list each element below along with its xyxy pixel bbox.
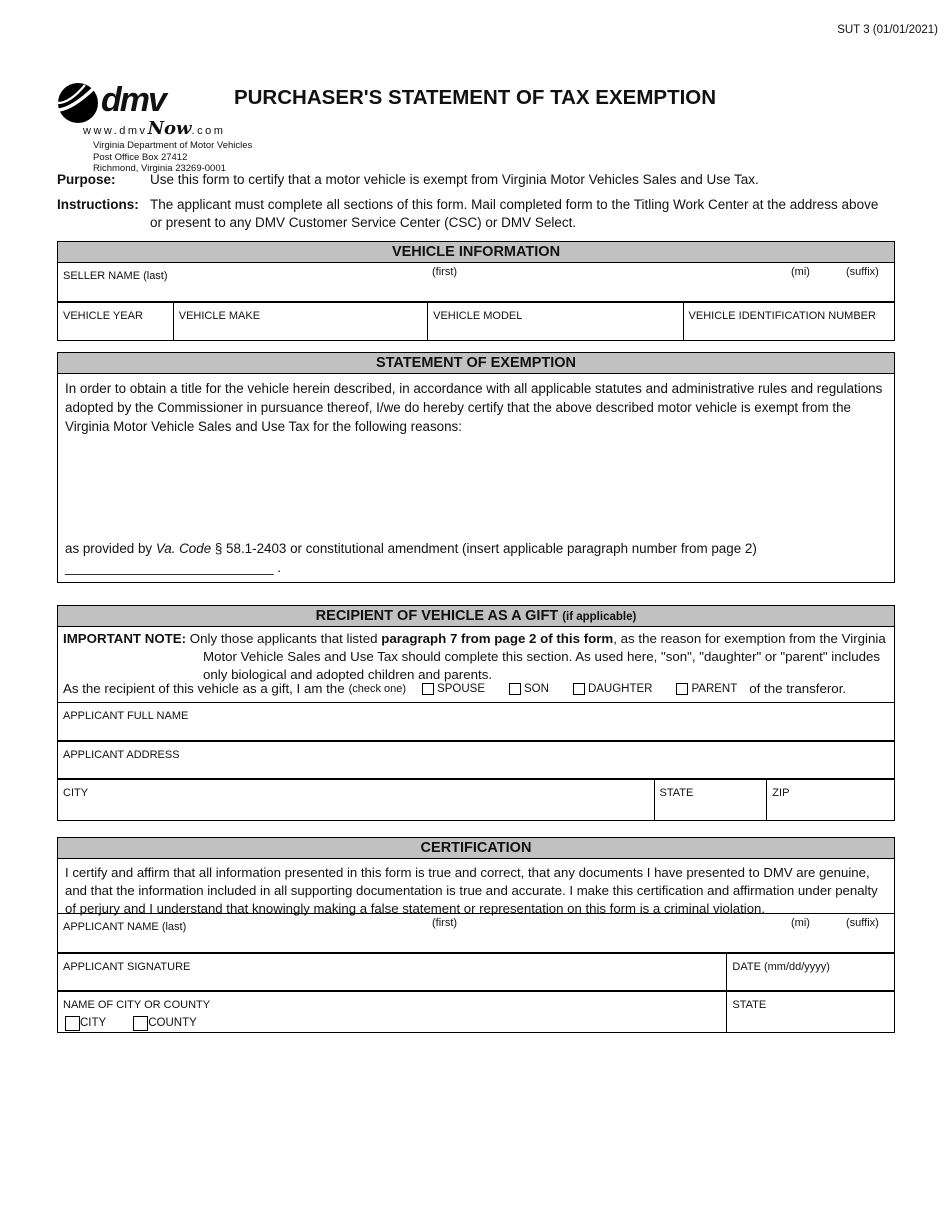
date-label: DATE (mm/dd/yyyy) bbox=[732, 961, 830, 973]
relationship-option-spouse bbox=[422, 683, 485, 696]
dmv-address-line1: Virginia Department of Motor Vehicles bbox=[93, 140, 253, 151]
parent-checkbox[interactable] bbox=[676, 683, 688, 695]
daughter-checkbox[interactable] bbox=[573, 683, 585, 695]
vehicle-year-field[interactable] bbox=[58, 303, 173, 340]
parent-label: PARENT bbox=[691, 682, 738, 695]
provided-by-suffix: § 58.1-2403 or constitutional amendment (insert applicable paragraph number from page 2) bbox=[211, 541, 757, 556]
relationship-option-son bbox=[509, 683, 549, 696]
relationship-option-parent bbox=[676, 683, 737, 696]
form-number: SUT 3 (01/01/2021) bbox=[837, 24, 938, 36]
seller-name-label: SELLER NAME (last) bbox=[63, 270, 168, 282]
applicant-address-label: APPLICANT ADDRESS bbox=[63, 749, 180, 761]
dmv-url-script: Now bbox=[147, 118, 192, 139]
city-checkbox-label: CITY bbox=[80, 1017, 107, 1029]
gift-state-field[interactable] bbox=[654, 780, 767, 820]
city-checkbox[interactable] bbox=[65, 1016, 80, 1031]
dmv-url-prefix: www.dmv bbox=[83, 125, 148, 137]
cert-state-field[interactable] bbox=[726, 992, 894, 1032]
applicant-suffix-label: (suffix) bbox=[846, 917, 879, 929]
instructions-text: The applicant must complete all sections of this form. Mail completed form to the Titling Work Center at the address above or present to any DMV Customer Service Center (CSC) or DMV Select. bbox=[150, 197, 879, 230]
applicant-name-field[interactable] bbox=[58, 913, 894, 952]
dmv-address-line3: Richmond, Virginia 23269-0001 bbox=[93, 163, 226, 174]
applicant-name-label: APPLICANT NAME (last) bbox=[63, 921, 187, 933]
seller-suffix-label: (suffix) bbox=[846, 266, 879, 278]
name-of-city-or-county-label: NAME OF CITY OR COUNTY bbox=[63, 999, 211, 1011]
certification-body-text: I certify and affirm that all information presented in this form is true and correct, that any documents I have presented to DMV are genuine, and that the information included in all supporting documentation is true and accurate. I make this certification and affirmation under penalty of perjury and I understand that knowingly making a false statement or representation on this form is a criminal violation. bbox=[65, 865, 878, 916]
relationship-option-daughter bbox=[573, 683, 653, 696]
important-note-bold: paragraph 7 from page 2 of this form bbox=[381, 631, 614, 646]
city-county-checks bbox=[65, 1016, 721, 1031]
applicant-address-field[interactable] bbox=[58, 740, 894, 778]
gift-zip-label: ZIP bbox=[772, 787, 790, 799]
daughter-label: DAUGHTER bbox=[587, 682, 653, 695]
page-title: PURCHASER'S STATEMENT OF TAX EXEMPTION bbox=[233, 86, 717, 109]
name-of-city-or-county-field[interactable] bbox=[58, 992, 726, 1032]
spouse-label: SPOUSE bbox=[437, 682, 486, 695]
applicant-signature-field[interactable] bbox=[58, 954, 726, 990]
intro-block bbox=[57, 171, 893, 239]
vehicle-make-label: VEHICLE MAKE bbox=[178, 310, 261, 322]
important-note bbox=[63, 630, 889, 684]
gift-state-label: STATE bbox=[659, 787, 694, 799]
gift-city-field[interactable] bbox=[58, 780, 654, 820]
statement-provided-by bbox=[65, 539, 887, 577]
statement-of-exemption-section bbox=[57, 352, 895, 583]
dmv-url bbox=[83, 118, 317, 139]
purpose-text: Use this form to certify that a motor vehicle is exempt from Virginia Motor Vehicles Sales and Use Tax. bbox=[150, 172, 759, 187]
recipient-prefix: As the recipient of this vehicle as a gift, I am the bbox=[63, 681, 345, 696]
vehicle-information-header: VEHICLE INFORMATION bbox=[57, 241, 895, 263]
important-note-part1: Only those applicants that listed bbox=[186, 631, 382, 646]
gift-zip-field[interactable] bbox=[766, 780, 894, 820]
cert-state-label: STATE bbox=[732, 999, 767, 1011]
applicant-first-label: (first) bbox=[432, 917, 458, 929]
exemption-reasons-field[interactable] bbox=[58, 438, 894, 532]
vehicle-detail-row bbox=[58, 301, 894, 340]
dmv-address-line2: Post Office Box 27412 bbox=[93, 151, 188, 163]
provided-by-prefix: as provided by bbox=[65, 541, 156, 556]
seller-name-field[interactable] bbox=[58, 263, 894, 301]
gift-header-qualifier: (if applicable) bbox=[562, 611, 637, 623]
dmv-brand-text: dmv bbox=[101, 81, 165, 119]
vehicle-year-label: VEHICLE YEAR bbox=[63, 310, 143, 322]
gift-city-label: CITY bbox=[63, 787, 89, 799]
instructions-label: Instructions: bbox=[57, 197, 139, 212]
vehicle-vin-field[interactable] bbox=[683, 303, 895, 340]
relationship-check-line bbox=[63, 680, 889, 698]
recipient-suffix: of the transferor. bbox=[749, 681, 847, 696]
important-note-part2: , as the reason for exemption from the Virginia Motor Vehicle Sales and Use Tax should complete this section. As used here, "son", "daughter" or "parent" includes only biological and adopted children and parents. bbox=[203, 631, 886, 682]
vehicle-model-label: VEHICLE MODEL bbox=[433, 310, 523, 322]
applicant-full-name-field[interactable] bbox=[58, 702, 894, 740]
dmv-address bbox=[93, 140, 317, 175]
gift-recipient-header bbox=[57, 605, 895, 627]
son-label: SON bbox=[524, 682, 549, 695]
statement-of-exemption-header: STATEMENT OF EXEMPTION bbox=[57, 352, 895, 374]
city-county-row bbox=[58, 990, 894, 1032]
son-checkbox[interactable] bbox=[509, 683, 521, 695]
vehicle-information-section bbox=[57, 241, 895, 341]
dmv-url-suffix: .com bbox=[191, 125, 226, 137]
certification-header: CERTIFICATION bbox=[57, 837, 895, 859]
gift-intro-block bbox=[58, 627, 894, 702]
city-state-zip-row bbox=[58, 778, 894, 820]
check-one-label: (check one) bbox=[348, 683, 407, 695]
certification-section bbox=[57, 837, 895, 1033]
purpose-label: Purpose: bbox=[57, 172, 116, 187]
seller-mi-label: (mi) bbox=[791, 266, 810, 278]
vehicle-make-field[interactable] bbox=[173, 303, 427, 340]
va-code-reference: Va. Code bbox=[155, 541, 212, 556]
seller-first-label: (first) bbox=[432, 266, 458, 278]
blank-line-period: . bbox=[273, 560, 281, 575]
county-checkbox[interactable] bbox=[133, 1016, 148, 1031]
statement-body-text: In order to obtain a title for the vehicle herein described, in accordance with all applicable statutes and administrative rules and regulations adopted by the Commissioner in pursuance thereof, I/we do hereby certify that the above described motor vehicle is exempt from the Virginia Motor Vehicle Sales and Use Tax for the following reasons: bbox=[65, 381, 883, 434]
spouse-checkbox[interactable] bbox=[422, 683, 434, 695]
vehicle-model-field[interactable] bbox=[427, 303, 682, 340]
applicant-signature-label: APPLICANT SIGNATURE bbox=[63, 961, 191, 973]
paragraph-number-blank[interactable]: ____________________________ bbox=[65, 560, 274, 575]
applicant-full-name-label: APPLICANT FULL NAME bbox=[63, 710, 189, 722]
gift-recipient-section bbox=[57, 605, 895, 821]
date-field[interactable] bbox=[726, 954, 894, 990]
signature-date-row bbox=[58, 952, 894, 990]
gift-header-text: RECIPIENT OF VEHICLE AS A GIFT bbox=[315, 608, 563, 624]
applicant-mi-label: (mi) bbox=[791, 917, 810, 929]
vehicle-vin-label: VEHICLE IDENTIFICATION NUMBER bbox=[688, 310, 876, 322]
important-note-label: IMPORTANT NOTE: bbox=[63, 631, 187, 646]
county-checkbox-label: COUNTY bbox=[148, 1017, 197, 1029]
